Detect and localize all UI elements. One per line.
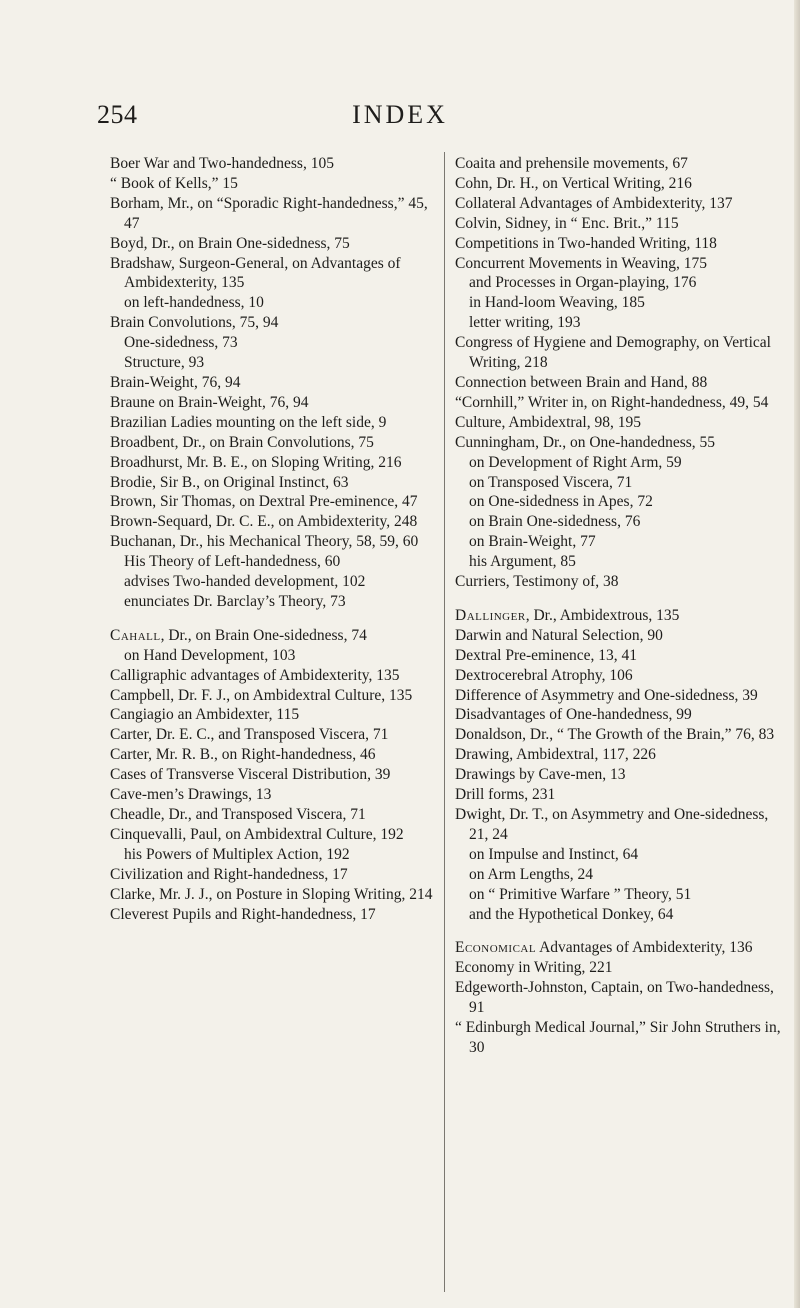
index-subentry	[110, 646, 435, 666]
entry-text: Dextrocerebral Atrophy, 106	[455, 666, 633, 684]
entry-text: “ Edinburgh Medical Journal,” Sir John Struthers in, 30	[455, 1019, 781, 1056]
index-entry	[110, 473, 435, 493]
entry-text: , Dr., Ambidextrous, 135	[525, 606, 680, 624]
entry-text: on Development of Right Arm, 59	[469, 453, 682, 471]
index-entry	[110, 725, 435, 745]
entry-text: advises Two-handed development, 102	[124, 573, 366, 591]
index-entry	[110, 254, 435, 294]
entry-text: on Arm Lengths, 24	[469, 865, 593, 883]
index-entry	[110, 413, 435, 433]
index-entry	[455, 254, 785, 274]
entry-text: Drawing, Ambidextral, 117, 226	[455, 746, 656, 764]
entry-text: Culture, Ambidextral, 98, 195	[455, 413, 641, 431]
index-subentry	[455, 552, 785, 572]
entry-text: Cangiagio an Ambidexter, 115	[110, 706, 300, 724]
index-entry	[455, 805, 785, 845]
entry-text: Borham, Mr., on “Sporadic Right-handedness,” 45, 47	[110, 194, 428, 232]
index-entry	[110, 825, 435, 845]
entry-text: Cave-men’s Drawings, 13	[110, 786, 272, 804]
entry-text: Edgeworth-Johnston, Captain, on Two-handedness, 91	[455, 979, 774, 1017]
index-entry	[455, 393, 785, 413]
index-subentry	[455, 865, 785, 885]
entry-text: his Powers of Multiplex Action, 192	[124, 845, 350, 863]
index-entry	[110, 666, 435, 686]
entry-text: Donaldson, Dr., “ The Growth of the Brain,” 76, 83	[455, 726, 775, 744]
entry-text: Boer War and Two-handedness, 105	[110, 155, 334, 172]
entry-text: Campbell, Dr. F. J., on Ambidextral Culture, 135	[110, 686, 413, 704]
index-subentry	[110, 572, 435, 592]
index-subentry	[455, 885, 785, 905]
section-gap	[455, 924, 785, 938]
entry-text: Disadvantages of One-handedness, 99	[455, 706, 692, 724]
index-entry	[455, 785, 785, 805]
entry-text: on Brain-Weight, 77	[469, 533, 596, 551]
entry-text: Advantages of Ambidexterity, 136	[536, 939, 753, 957]
entry-lead-word: Cahall	[110, 626, 161, 644]
page-edge	[794, 0, 800, 1308]
index-subentry	[455, 273, 785, 293]
entry-text: Competitions in Two-handed Writing, 118	[455, 234, 717, 252]
index-entry	[110, 905, 435, 925]
entry-text: his Argument, 85	[469, 553, 576, 571]
entry-text: Brown-Sequard, Dr. C. E., on Ambidexterity, 248	[110, 513, 418, 531]
index-subentry	[110, 293, 435, 313]
index-entry	[455, 646, 785, 666]
index-subentry	[110, 333, 435, 353]
entry-text: Cunningham, Dr., on One-handedness, 55	[455, 433, 716, 451]
entry-text: Clarke, Mr. J. J., on Posture in Sloping Writing, 214	[110, 885, 433, 903]
entry-text: on Hand Development, 103	[124, 646, 296, 664]
entry-text: enunciates Dr. Barclay’s Theory, 73	[124, 592, 346, 610]
index-entry	[455, 413, 785, 433]
entry-text: Brain Convolutions, 75, 94	[110, 314, 279, 332]
entry-text: letter writing, 193	[469, 314, 581, 332]
index-entry	[455, 373, 785, 393]
entry-text: Broadhurst, Mr. B. E., on Sloping Writing, 216	[110, 453, 402, 471]
index-entry	[110, 765, 435, 785]
index-subentry	[110, 552, 435, 572]
index-subentry	[455, 512, 785, 532]
index-entry	[455, 1018, 785, 1058]
index-entry	[455, 433, 785, 453]
index-entry	[455, 958, 785, 978]
index-entry	[455, 666, 785, 686]
entry-text: Carter, Dr. E. C., and Transposed Viscera, 71	[110, 726, 389, 744]
page-header	[0, 100, 800, 140]
index-entry	[110, 492, 435, 512]
index-subentry	[455, 492, 785, 512]
index-entry	[455, 234, 785, 254]
entry-text: Collateral Advantages of Ambidexterity, 137	[455, 194, 733, 212]
index-entry	[110, 626, 435, 646]
index-subentry	[455, 313, 785, 333]
entry-text: Curriers, Testimony of, 38	[455, 573, 619, 591]
entry-lead-word: Dallinger	[455, 606, 526, 624]
entry-text: on Transposed Viscera, 71	[469, 473, 633, 491]
index-entry	[110, 512, 435, 532]
entry-text: Colvin, Sidney, in “ Enc. Brit.,” 115	[455, 214, 679, 232]
entry-text: Brazilian Ladies mounting on the left side, 9	[110, 413, 387, 431]
entry-text: One-sidedness, 73	[124, 334, 238, 352]
index-subentry	[455, 473, 785, 493]
entry-text: Brain-Weight, 76, 94	[110, 373, 241, 391]
entry-text: Drawings by Cave-men, 13	[455, 766, 626, 784]
index-entry	[455, 626, 785, 646]
entry-text: Brodie, Sir B., on Original Instinct, 63	[110, 473, 349, 491]
index-entry	[110, 885, 435, 905]
entry-text: on left-handedness, 10	[124, 294, 264, 312]
entry-text: Darwin and Natural Selection, 90	[455, 626, 663, 644]
column-divider	[444, 152, 445, 1292]
entry-text: Congress of Hygiene and Demography, on Vertical Writing, 218	[455, 334, 771, 372]
index-entry	[110, 865, 435, 885]
index-entry	[455, 725, 785, 745]
index-entry	[110, 686, 435, 706]
index-subentry	[110, 845, 435, 865]
entry-text: Structure, 93	[124, 354, 205, 372]
index-subentry	[455, 453, 785, 473]
entry-text: Civilization and Right-handedness, 17	[110, 865, 348, 883]
entry-lead-word: Economical	[455, 939, 537, 957]
index-subentry	[455, 905, 785, 925]
index-subentry	[110, 353, 435, 373]
index-entry	[110, 154, 435, 174]
entry-text: Bradshaw, Surgeon-General, on Advantages of Ambidexterity, 135	[110, 254, 401, 292]
entry-text: Dextral Pre-eminence, 13, 41	[455, 646, 638, 664]
index-entry	[455, 686, 785, 706]
index-entry	[455, 765, 785, 785]
index-entry	[110, 785, 435, 805]
entry-text: and the Hypothetical Donkey, 64	[469, 905, 674, 923]
index-subentry	[455, 293, 785, 313]
index-entry	[110, 532, 435, 552]
entry-text: Cinquevalli, Paul, on Ambidextral Culture, 192	[110, 825, 404, 843]
index-entry	[110, 393, 435, 413]
index-entry	[455, 745, 785, 765]
entry-text: on Impulse and Instinct, 64	[469, 845, 639, 863]
entry-text: Cleverest Pupils and Right-handedness, 17	[110, 905, 376, 923]
page-number: 254	[97, 100, 138, 129]
index-entry	[110, 745, 435, 765]
entry-text: Coaita and prehensile movements, 67	[455, 155, 688, 172]
entry-text: Cheadle, Dr., and Transposed Viscera, 71	[110, 806, 366, 823]
index-entry	[455, 606, 785, 626]
entry-text: Broadbent, Dr., on Brain Convolutions, 75	[110, 433, 374, 451]
entry-text: Brown, Sir Thomas, on Dextral Pre-eminence, 47	[110, 493, 418, 511]
entry-text: on One-sidedness in Apes, 72	[469, 493, 653, 511]
entry-text: “Cornhill,” Writer in, on Right-handedness, 49, 54	[455, 393, 769, 411]
entry-text: Difference of Asymmetry and One-sidedness, 39	[455, 686, 758, 704]
index-entry	[110, 433, 435, 453]
entry-text: in Hand-loom Weaving, 185	[469, 294, 645, 312]
entry-text: His Theory of Left-handedness, 60	[124, 553, 341, 571]
index-entry	[455, 978, 785, 1018]
index-entry	[110, 174, 435, 194]
index-entry	[110, 194, 435, 234]
index-column-left	[110, 154, 435, 924]
entry-text: Cohn, Dr. H., on Vertical Writing, 216	[455, 174, 692, 192]
entry-text: and Processes in Organ-playing, 176	[469, 274, 697, 292]
entry-text: , Dr., on Brain One-sidedness, 74	[160, 626, 367, 644]
index-entry	[455, 572, 785, 592]
page-title: INDEX	[352, 100, 448, 129]
index-entry	[110, 453, 435, 473]
index-entry	[455, 214, 785, 234]
index-entry	[110, 313, 435, 333]
index-entry	[455, 194, 785, 214]
index-entry	[110, 373, 435, 393]
entry-text: Drill forms, 231	[455, 786, 556, 804]
entry-text: Connection between Brain and Hand, 88	[455, 373, 708, 391]
index-entry	[455, 938, 785, 958]
index-entry	[455, 154, 785, 174]
entry-text: “ Book of Kells,” 15	[110, 174, 238, 192]
entry-text: Buchanan, Dr., his Mechanical Theory, 58, 59, 60	[110, 533, 419, 551]
entry-text: on Brain One-sidedness, 76	[469, 513, 641, 531]
index-entry	[455, 174, 785, 194]
index-entry	[110, 234, 435, 254]
entry-text: on “ Primitive Warfare ” Theory, 51	[469, 885, 692, 903]
entry-text: Carter, Mr. R. B., on Right-handedness, 46	[110, 746, 376, 764]
index-entry	[110, 805, 435, 825]
index-subentry	[110, 592, 435, 612]
entry-text: Economy in Writing, 221	[455, 959, 613, 977]
section-gap	[110, 612, 435, 626]
entry-text: Calligraphic advantages of Ambidexterity, 135	[110, 666, 400, 684]
index-subentry	[455, 532, 785, 552]
index-subentry	[455, 845, 785, 865]
index-entry	[455, 705, 785, 725]
section-gap	[455, 592, 785, 606]
entry-text: Concurrent Movements in Weaving, 175	[455, 254, 708, 272]
entry-text: Dwight, Dr. T., on Asymmetry and One-sidedness, 21, 24	[455, 806, 769, 843]
entry-text: Boyd, Dr., on Brain One-sidedness, 75	[110, 234, 350, 252]
entry-text: Braune on Brain-Weight, 76, 94	[110, 393, 309, 411]
index-column-right	[455, 154, 785, 1058]
entry-text: Cases of Transverse Visceral Distribution, 39	[110, 766, 391, 784]
index-entry	[455, 333, 785, 373]
index-entry	[110, 705, 435, 725]
